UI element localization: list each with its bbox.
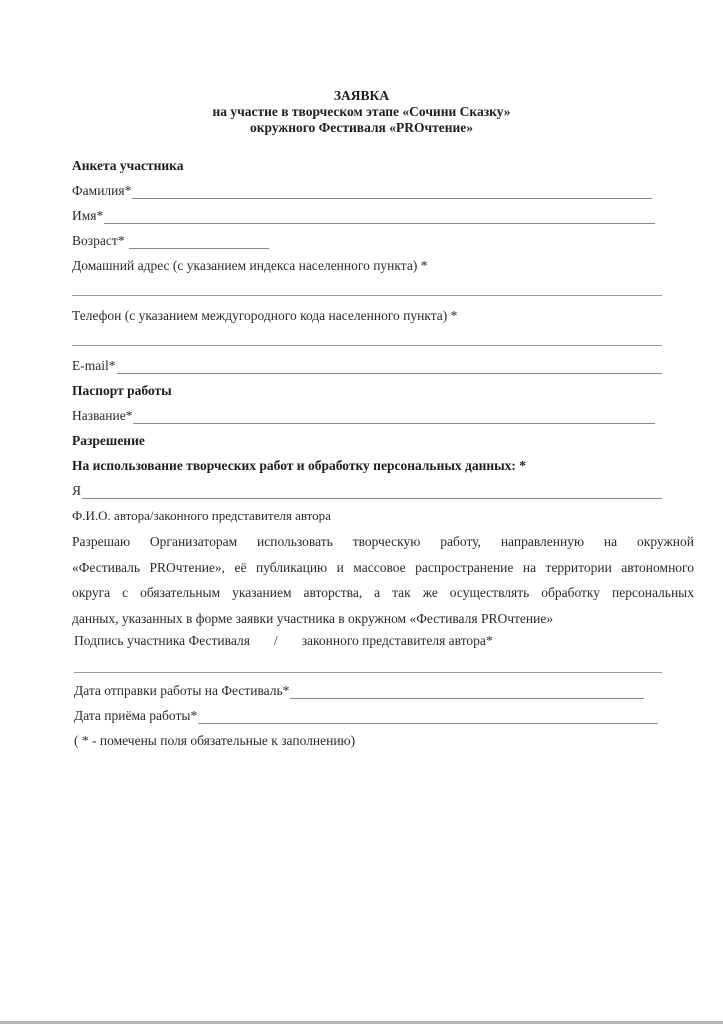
- age-label: Возраст*: [72, 233, 125, 248]
- form-subtitle-contest: на участие в творческом этапе «Сочини Сказку»: [212, 104, 511, 119]
- signature-label-representative: законного представителя автора*: [301, 633, 493, 648]
- name-label: Имя*: [72, 208, 104, 223]
- send-date-input-line[interactable]: [290, 686, 644, 699]
- receive-date-input-line[interactable]: [198, 711, 658, 724]
- work-title-label: Название*: [72, 408, 133, 423]
- email-label: E-mail*: [72, 358, 116, 373]
- fio-input-line[interactable]: [82, 486, 662, 499]
- send-date-field-row: [74, 683, 644, 699]
- phone-label: Телефон (с указанием междугородного кода населенного пункта) *: [72, 308, 458, 323]
- signature-separator: /: [273, 633, 278, 648]
- age-input-line[interactable]: [129, 236, 269, 249]
- fio-field-row: [72, 483, 662, 499]
- receive-date-label: Дата приёма работы*: [74, 708, 198, 723]
- surname-label: Фамилия*: [72, 183, 132, 198]
- surname-input-line[interactable]: [132, 186, 652, 199]
- email-input-line[interactable]: [117, 361, 662, 374]
- phone-input-line[interactable]: [72, 345, 662, 346]
- form-subtitle-festival: окружного Фестиваля «PROчтение»: [249, 120, 473, 135]
- permission-text-line: данных, указанных в форме заявки участника в окружном «Фестиваля PROчтение»: [72, 610, 554, 626]
- email-field-row: [72, 358, 662, 374]
- name-input-line[interactable]: [104, 211, 655, 224]
- required-fields-footnote: ( * - помечены поля обязательные к заполнению): [74, 733, 356, 748]
- permission-text-line: «Фестиваль PROчтение», её публикацию и массовое распространение на территории автономного: [72, 559, 694, 575]
- permission-heading: На использование творческих работ и обработку персональных данных: *: [72, 458, 527, 473]
- section-passport-heading: Паспорт работы: [72, 383, 172, 398]
- name-field-row: [72, 208, 655, 224]
- work-title-field-row: [72, 408, 655, 424]
- receive-date-field-row: [74, 708, 658, 724]
- address-input-line[interactable]: [72, 295, 662, 296]
- address-label: Домашний адрес (с указанием индекса населенного пункта) *: [72, 258, 428, 273]
- permission-text: [72, 529, 694, 631]
- age-field-row: [72, 233, 269, 249]
- signature-label-row: [74, 633, 493, 649]
- work-title-input-line[interactable]: [133, 411, 655, 424]
- permission-text-line: Разрешаю Организаторам использовать творческую работу, направленную на окружной: [72, 534, 694, 549]
- signature-input-line[interactable]: [74, 672, 662, 673]
- send-date-label: Дата отправки работы на Фестиваль*: [74, 683, 290, 698]
- permission-text-line: округа с обязательным указанием авторства, а так же осуществлять обработку персональных: [72, 585, 694, 600]
- i-label: Я: [72, 483, 82, 498]
- surname-field-row: [72, 183, 652, 199]
- section-permission-heading: Разрешение: [72, 433, 145, 448]
- fio-caption: Ф.И.О. автора/законного представителя автора: [72, 508, 331, 523]
- section-participant-heading: Анкета участника: [72, 158, 184, 173]
- signature-label-participant: Подпись участника Фестиваля: [74, 633, 250, 648]
- form-title: ЗАЯВКА: [333, 88, 390, 103]
